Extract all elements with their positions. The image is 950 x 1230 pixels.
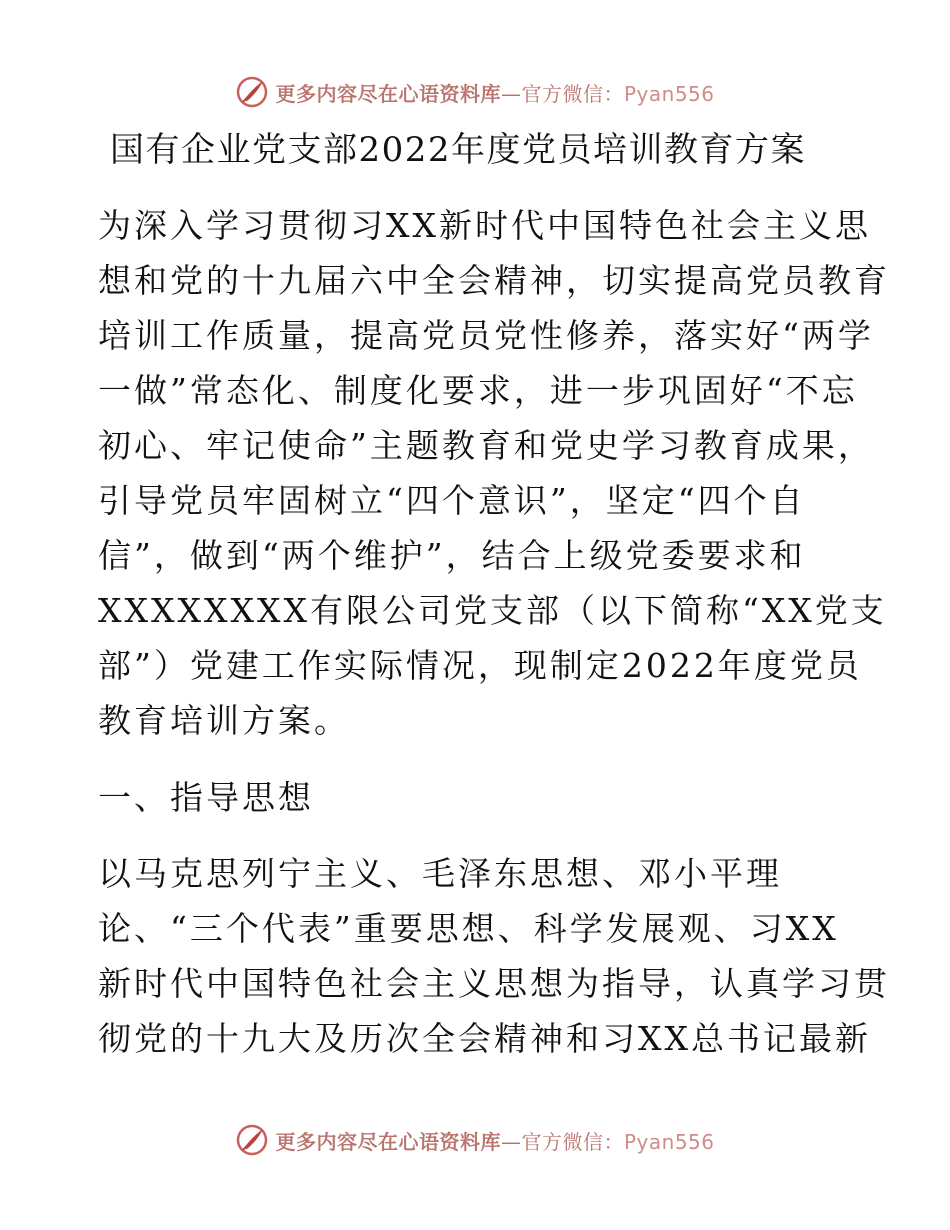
document-title: 国有企业党支部2022年度党员培训教育方案 [110, 130, 807, 170]
intro-line-4: 一做”常态化、制度化要求，进一步巩固好“不忘 [98, 371, 858, 410]
watermark-suffix: 官方微信： [521, 81, 624, 106]
intro-line-6: 引导党员牢固树立“四个意识”，坚定“四个自 [98, 481, 806, 520]
intro-line-5: 初心、牢记使命”主题教育和党史学习教育成果， [98, 426, 874, 465]
watermark-brand: 更多内容尽在心语资料库 [275, 1129, 501, 1154]
watermark-text [275, 1126, 714, 1155]
intro-line-1: 为深入学习贯彻习XX新时代中国特色社会主义思 [98, 206, 871, 245]
section1-line-1: 以马克思列宁主义、毛泽东思想、邓小平理 [98, 854, 782, 893]
watermark-wechat-id: Pyan556 [623, 81, 715, 106]
intro-line-3: 培训工作质量，提高党员党性修养，落实好“两学 [98, 316, 874, 355]
section1-line-3: 新时代中国特色社会主义思想为指导，认真学习贯 [98, 964, 890, 1003]
watermark-brand: 更多内容尽在心语资料库 [275, 81, 501, 106]
section1-line-2: 论、“三个代表”重要思想、科学发展观、习XX [98, 909, 839, 948]
watermark-suffix: 官方微信： [521, 1129, 624, 1154]
intro-line-9: 部”）党建工作实际情况，现制定2022年度党员 [98, 646, 862, 685]
watermark-footer [0, 1120, 950, 1160]
section1-line-4: 彻党的十九大及历次全会精神和习XX总书记最新 [98, 1019, 871, 1058]
section-heading-guiding-thought: 一、指导思想 [98, 778, 314, 817]
quill-logo-icon [235, 1123, 269, 1157]
intro-line-8: XXXXXXXX有限公司党支部（以下简称“XX党支 [98, 591, 887, 630]
watermark-wechat-id: Pyan556 [623, 1129, 715, 1154]
intro-line-10: 教育培训方案。 [98, 701, 350, 740]
watermark-dash: — [500, 1129, 522, 1154]
intro-line-2: 想和党的十九届六中全会精神，切实提高党员教育 [98, 261, 890, 300]
watermark-dash: — [500, 81, 522, 106]
intro-line-7: 信”，做到“两个维护”，结合上级党委要求和 [98, 536, 806, 575]
